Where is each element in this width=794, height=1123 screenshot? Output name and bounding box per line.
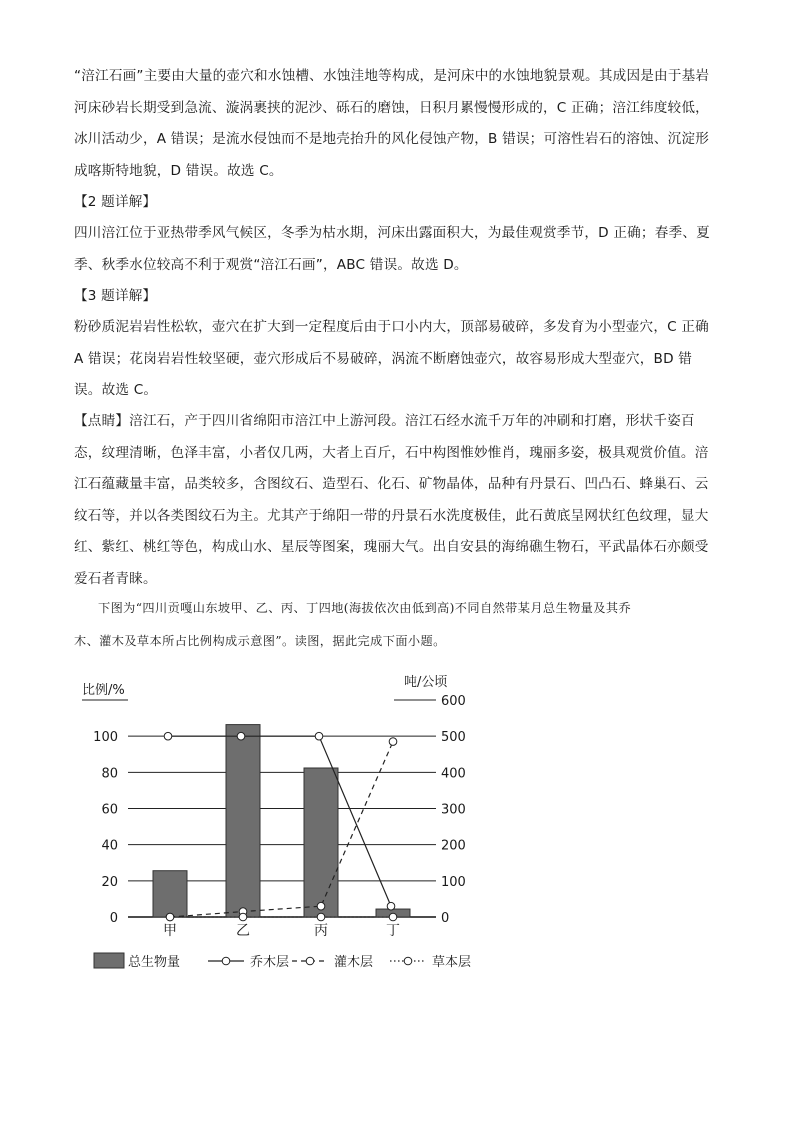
left-tick-label: 100: [93, 730, 118, 746]
right-tick-label: 300: [441, 802, 466, 818]
text-line: 态，纹理清晰，色泽丰富，小者仅几两，大者上百斤，石中构图惟妙惟肖，瑰丽多姿，极具观赏价值。涪: [74, 444, 709, 461]
series-point-草本层: [239, 913, 247, 921]
bar-丙: [304, 768, 338, 917]
legend-swatch-marker: [222, 957, 230, 965]
series-line-灌木层: [170, 742, 393, 917]
heading-text: 【3 题详解】: [74, 288, 157, 304]
key-point-paragraph: [74, 406, 720, 595]
legend-swatch-marker: [306, 957, 314, 965]
left-tick-label: 60: [101, 802, 118, 818]
category-label: 丁: [386, 923, 400, 939]
question-intro: [74, 592, 720, 658]
left-tick-label: 40: [101, 838, 118, 854]
right-tick-label: 0: [441, 911, 450, 926]
category-label: 丙: [314, 923, 328, 939]
series-point-灌木层: [317, 902, 325, 910]
left-axis-label: 比例/%: [82, 683, 125, 698]
legend-label: 灌木层: [334, 955, 374, 970]
text-line: 爱石者青睐。: [74, 570, 157, 587]
legend-label: 乔木层: [250, 955, 290, 970]
series-point-草本层: [317, 913, 325, 921]
question-3-heading: [74, 281, 720, 313]
text-line: A 错误；花岗岩岩性较坚硬，壶穴形成后不易破碎，涡流不断磨蚀壶穴，故容易形成大型壶穴，BD 错: [74, 350, 693, 367]
answer-paragraph-2: [74, 218, 720, 281]
legend-label: 总生物量: [128, 955, 181, 970]
bar-乙: [226, 725, 260, 917]
category-label: 甲: [163, 923, 177, 939]
text-line: 粉砂质泥岩岩性松软，壶穴在扩大到一定程度后由于口小内大，顶部易破碎，多发育为小型壶穴，C 正确: [74, 319, 709, 335]
series-point-灌木层: [389, 738, 397, 746]
answer-paragraph-1: [74, 61, 720, 187]
biomass-chart: [60, 670, 480, 980]
category-label: 乙: [236, 923, 250, 939]
text-line: 下图为“四川贡嘎山东坡甲、乙、丙、丁四地(海拔依次由低到高)不同自然带某月总生物量及其乔: [98, 601, 632, 615]
text-line: 木、灌木及草本所占比例构成示意图”。读图，据此完成下面小题。: [74, 634, 446, 648]
bar-甲: [153, 871, 187, 917]
legend-swatch-bar: [94, 953, 124, 968]
legend-label: 草本层: [432, 955, 472, 970]
series-point-草本层: [389, 913, 397, 921]
heading-text: 【2 题详解】: [74, 194, 157, 210]
text-line: 【点睛】涪江石，产于四川省绵阳市涪江中上游河段。涪江石经水流千万年的冲刷和打磨，形状千姿百: [74, 413, 695, 429]
text-line: 成喀斯特地貌，D 错误。故选 C。: [74, 162, 283, 179]
text-line: 季、秋季水位较高不利于观赏“涪江石画”，ABC 错误。故选 D。: [74, 256, 468, 273]
question-2-heading: [74, 187, 720, 219]
series-point-草本层: [166, 913, 174, 921]
right-tick-label: 100: [441, 874, 466, 890]
text-line: “涪江石画”主要由大量的壶穴和水蚀槽、水蚀洼地等构成，是河床中的水蚀地貌景观。其成因是由于基岩: [74, 68, 710, 84]
left-tick-label: 20: [101, 874, 118, 890]
series-point-乔木层: [387, 902, 395, 910]
text-line: 冰川活动少，A 错误；是流水侵蚀而不是地壳抬升的风化侵蚀产物，B 错误；可溶性岩石的溶蚀、沉淀形: [74, 131, 709, 147]
right-tick-label: 400: [441, 766, 466, 782]
legend-swatch-marker: [404, 957, 412, 965]
text-line: 误。故选 C。: [74, 382, 158, 398]
text-line: 四川涪江位于亚热带季风气候区，冬季为枯水期，河床出露面积大，为最佳观赏季节，D 正确；春季、夏: [74, 225, 710, 241]
right-tick-label: 600: [441, 694, 466, 709]
right-tick-label: 200: [441, 838, 466, 854]
right-tick-label: 500: [441, 730, 466, 746]
answer-paragraph-3: [74, 312, 720, 407]
text-line: 江石蕴藏量丰富，品类较多，含图纹石、造型石、化石、矿物晶体，品种有丹景石、凹凸石、蜂巢石、云: [74, 476, 709, 492]
text-line: 河床砂岩长期受到急流、漩涡裹挟的泥沙、砾石的磨蚀，日积月累慢慢形成的，C 正确；涪江纬度较低，: [74, 99, 709, 116]
left-tick-label: 80: [101, 766, 118, 782]
series-point-乔木层: [164, 732, 172, 740]
series-point-乔木层: [237, 732, 245, 740]
text-line: 红、紫红、桃红等色，构成山水、星辰等图案，瑰丽大气。出自安县的海绵礁生物石，平武晶体石亦颇受: [74, 539, 709, 555]
text-line: 纹石等，并以各类图纹石为主。尤其产于绵阳一带的丹景石水洗度极佳，此石黄底呈网状红色纹理，显大: [74, 507, 709, 524]
left-tick-label: 0: [109, 911, 118, 926]
right-axis-label: 吨/公顷: [404, 675, 448, 690]
series-point-乔木层: [315, 732, 323, 740]
